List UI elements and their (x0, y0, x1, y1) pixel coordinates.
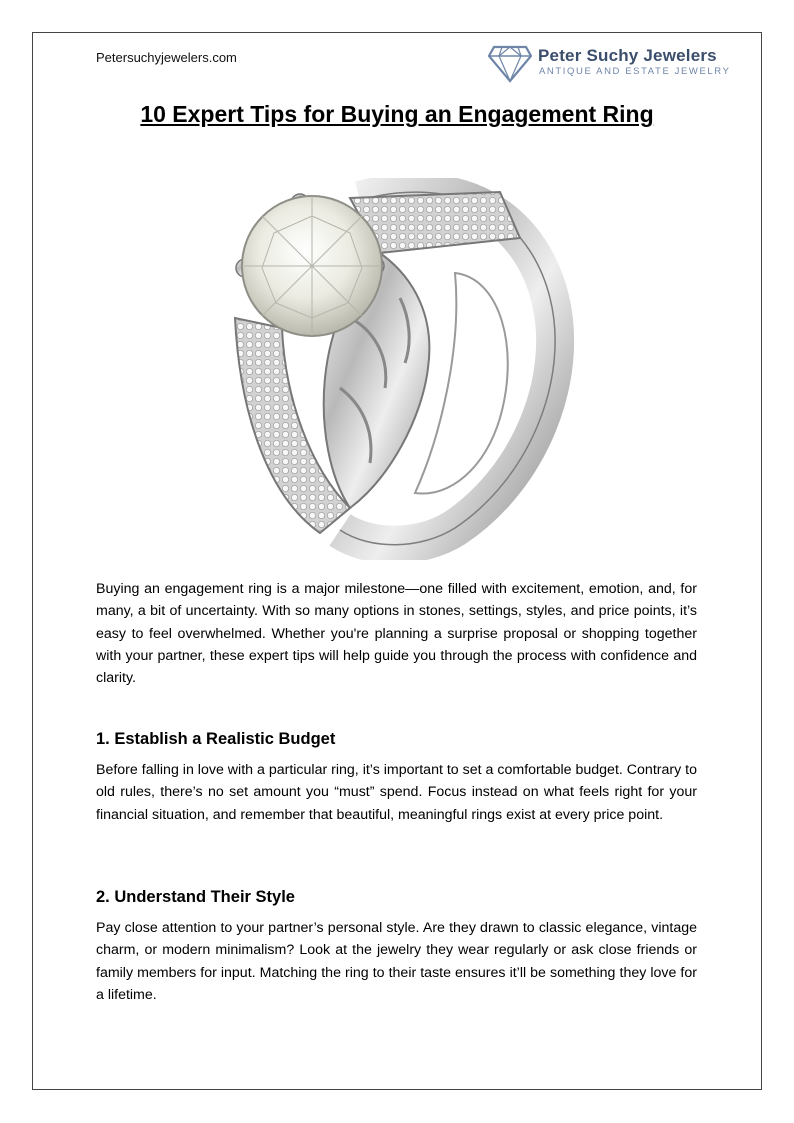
page-title: 10 Expert Tips for Buying an Engagement Ring (140, 101, 654, 127)
brand-logo[interactable] (488, 43, 731, 85)
section-body-budget: Before falling in love with a particular ring, it’s important to set a comfortable budget. Contrary to old rules, there’s no set amount you “must” spend. Focus instead on what feels right for your financial situation, and remember that beautiful, meaningful rings exist at every price point. (96, 762, 697, 823)
site-url: Petersuchyjewelers.com (96, 50, 237, 65)
section-body-style: Pay close attention to your partner’s personal style. Are they drawn to classic elegance, vintage charm, or modern minimalism? Look at the jewelry they wear regularly or ask close friends or family members for input. Matching the ring to their taste ensures it’ll be something they love for a lifetime. (96, 920, 697, 1003)
brand-name: Peter Suchy Jewelers (538, 46, 717, 65)
engagement-ring-image (200, 178, 605, 560)
brand-tagline: ANTIQUE AND ESTATE JEWELRY (539, 66, 731, 77)
intro-paragraph: Buying an engagement ring is a major milestone—one filled with excitement, emotion, and, for many, a bit of uncertainty. With so many options in stones, settings, styles, and price points, it’s easy to feel overwhelmed. Whether you're planning a surprise proposal or shopping together with your partner, these expert tips will help guide you through the process with confidence and clarity. (96, 581, 697, 687)
section-heading-style: 2. Understand Their Style (96, 888, 295, 906)
section-heading-budget: 1. Establish a Realistic Budget (96, 730, 336, 748)
diamond-icon (488, 43, 532, 83)
